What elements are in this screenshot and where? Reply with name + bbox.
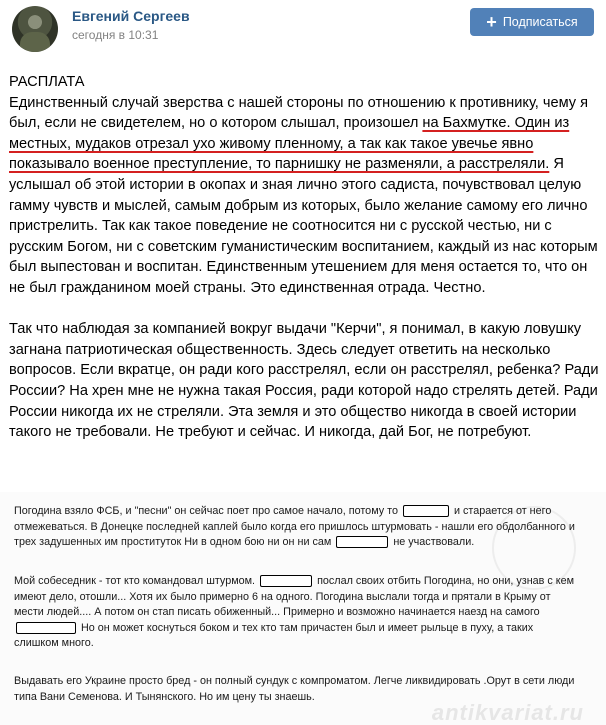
post-paragraph-1 bbox=[9, 93, 599, 299]
paragraph-1-start: Единственный случай зверства с нашей стороны по отношению к противнику, чему я был, если не свидетелем, но о котором слышал, произошел bbox=[9, 94, 589, 132]
redaction-box bbox=[260, 575, 312, 587]
subscribe-button[interactable] bbox=[470, 8, 594, 36]
post-text bbox=[9, 72, 599, 443]
plus-icon: + bbox=[486, 12, 497, 32]
post-paragraph-2: Так что наблюдая за компанией вокруг выдачи "Керчи", я понимал, в какую ловушку загнана патриотическая общественность. Здесь следует ответить на несколько вопросов. Если вкратце, он ради кого расстрелял, если он расстрелял, ребенка? Ради России? На хрен мне не нужна такая Россия, ради которой надо стрелять детей. Ради России никогда их не стреляли. Эта земля и это общество никогда в своей истории такого не требовали. Не требуют и сейчас. И никогда, дай Бог, не потребуют. bbox=[9, 321, 599, 441]
paragraph-1-end: Я услышал об этой истории в окопах и зная лично этого садиста, почувствовал целую гамму чувств и мыслей, самым добрым из которых, было желание самому его лично пристрелить. Так как такое поведение не соотносится ни с русской честью, ни с русским Богом, ни с советским гуманистическим воспитанием, каждый из нас которым был выпестован и воспитан. Единственным утешением для меня остается то, что он не был гражданином моей страны. Это единственная отрада. Честно. bbox=[9, 156, 598, 296]
quote-1-end: не участвовали. bbox=[393, 536, 475, 549]
post-title: РАСПЛАТА bbox=[9, 74, 85, 90]
quote-2-end: Но он может коснуться боком и тех кто там причастен был и имеет рыльце в пуху, а таких слишком много. bbox=[14, 621, 534, 650]
redaction-box bbox=[16, 622, 76, 634]
quote-1-middle: и старается от него отмежеваться. В Донецке последней каплей было когда его пришлось штурмовать - нашли его обдолбанного и трех задушенных им проституток Ни в одном бою ни он ни сам bbox=[14, 505, 575, 549]
quote-1-start: Погодина взяло ФСБ, и "песни" он сейчас поет про самое начало, потому то bbox=[14, 505, 398, 517]
redaction-box bbox=[403, 505, 449, 517]
quote-2-middle: послал своих отбить Погодина, но они, узнав с кем имеют дело, отошли... Хотя их было примерно 6 на одного. Погодина выслали тогда и прятали в Крыму от мести людей.... А потом он стап писать обиженный... Примерно и возможно начинается наезд на самого bbox=[14, 575, 575, 619]
subscribe-label: Подписаться bbox=[502, 15, 578, 29]
quote-paragraph-1 bbox=[14, 504, 579, 551]
quote-paragraph-2 bbox=[14, 574, 579, 652]
watermark: antikvariat.ru bbox=[431, 700, 584, 725]
quote-paragraph-3: Выдавать его Украине просто бред - он полный сундук с компроматом. Легче ликвидировать .Орут в сети люди типа Вани Семенова. И Тынянского. Но им цену ты знаешь. bbox=[14, 675, 575, 703]
author-name[interactable]: Евгений Сергеев bbox=[72, 8, 190, 24]
redaction-box bbox=[336, 536, 388, 548]
quote-2-start: Мой собеседник - тот кто командовал штурмом. bbox=[14, 575, 256, 587]
post-header bbox=[0, 0, 606, 62]
quoted-screenshot bbox=[0, 492, 606, 725]
avatar[interactable] bbox=[12, 6, 58, 52]
post-time[interactable]: сегодня в 10:31 bbox=[72, 28, 159, 42]
underlined-passage: на Бахмутке. Один из местных, мудаков отрезал ухо живому пленному, а так как такое увечье явно показывало военное преступление, то парнишку не разменяли, а расстреляли. bbox=[9, 115, 570, 173]
